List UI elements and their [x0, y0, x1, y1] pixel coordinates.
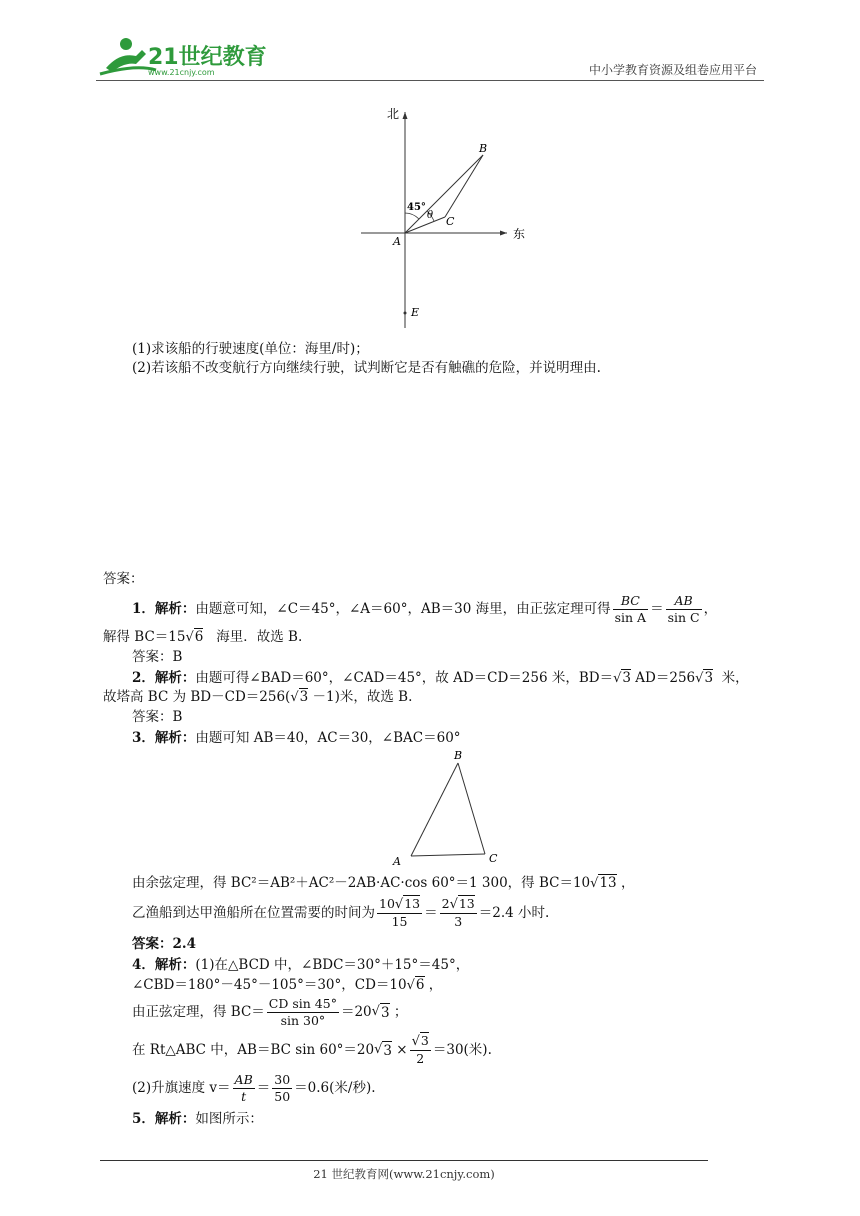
fraction-ab-t: $\frac{AB}{t}$	[234, 1071, 253, 1104]
answer-1-line-1: 1．解析： 由题意可知，∠C＝45°，∠A＝60°，AB＝30 海里，由正弦定理可得 $\frac{BC}{\text{sin A}}$ ＝ $\frac{AB}{\text{sin C}}$ ，	[132, 592, 718, 625]
answer-1-line-2: 解得 BC＝15√6 海里．故选 B.	[103, 629, 303, 645]
site-logo	[96, 34, 266, 78]
fraction-bc-sina: $\frac{BC}{\text{sin A}}$	[614, 592, 647, 625]
fraction-sqrt3-2: $\frac{√3}{2}$	[411, 1033, 429, 1066]
footer-text: 21 世纪教育网(www.21cnjy.com)	[313, 1167, 495, 1181]
answer-1-result: 答案：B	[132, 649, 183, 665]
fraction-cd-sin45: $\frac{\text{CD sin 45°}}{\sin 30^\circ}$	[268, 995, 337, 1028]
label-a: A	[393, 235, 401, 248]
answer-4-line-2: ∠CBD＝180°－45°－105°＝30°，CD＝10√6 ，	[132, 977, 443, 993]
fraction-ab-sinc: $\frac{AB}{\text{sin C}}$	[667, 592, 700, 625]
answer-4-line-1: 4．解析：(1)在△BCD 中，∠BDC＝30°＋15°＝45°，	[132, 957, 470, 973]
label-theta: θ	[427, 210, 434, 221]
answer-3-line-3: 乙渔船到达甲渔船所在位置需要的时间为 $\frac{10√13}{15}$ ＝ $\frac{2√13}{3}$ ＝2.4 小时.	[132, 896, 550, 929]
question-1: (1)求该船的行驶速度(单位：海里/时)；	[132, 341, 369, 357]
answer-5-line-1: 5．解析：如图所示：	[132, 1111, 263, 1127]
question-2: (2)若该船不改变航行方向继续行驶，试判断它是否有触礁的危险，并说明理由.	[132, 360, 601, 376]
figure-triangle-abc	[385, 746, 505, 871]
answer-3-line-1: 3．解析：由题可知 AB＝40，AC＝30，∠BAC＝60°	[132, 730, 461, 746]
fraction-time-1: $\frac{10√13}{15}$	[379, 896, 421, 929]
answer-4-line-3: 由正弦定理，得 BC＝ $\frac{\text{CD sin 45°}}{\sin 30^\circ}$ ＝20 √ 3 ；	[132, 995, 408, 1028]
logo-url: www.21cnjy.com	[148, 68, 215, 77]
label-east: 东	[513, 227, 526, 241]
answer-2-result: 答案：B	[132, 709, 183, 725]
fraction-time-2: $\frac{2√13}{3}$	[441, 896, 475, 929]
answer-4-line-5: (2)升旗速度 v＝ $\frac{AB}{t}$ ＝ $\frac{30}{50}$ ＝0.6(米/秒).	[132, 1071, 376, 1104]
answer-3-result: 答案：2.4	[132, 936, 196, 952]
fraction-30-50: $\frac{30}{50}$	[274, 1071, 291, 1104]
answer-2-line-2: 故塔高 BC 为 BD－CD＝256(√3 －1)米，故选 B.	[103, 689, 413, 705]
header-divider	[96, 80, 764, 81]
label-angle-45: 45°	[407, 202, 426, 213]
footer-divider	[100, 1160, 708, 1161]
answers-title: 答案：	[103, 571, 144, 587]
answer-3-line-2: 由余弦定理，得 BC²＝AB²＋AC²－2AB·AC·cos 60°＝1 300，得 BC＝10√13 ，	[132, 875, 635, 891]
platform-name: 中小学教育资源及组卷应用平台	[588, 63, 757, 77]
label-b: B	[479, 142, 488, 155]
answer-1-label: 1．解析：	[132, 601, 196, 617]
label-e: E	[411, 306, 420, 319]
label-c: C	[446, 215, 455, 228]
label-north: 北	[386, 107, 399, 121]
figure-ship-bearing	[355, 100, 535, 335]
answer-2-line-1: 2．解析：由题可得∠BAD＝60°，∠CAD＝45°，故 AD＝CD＝256 米，BD＝√3 AD＝256√3 米，	[132, 670, 749, 686]
triangle-label-b: B	[454, 749, 463, 762]
answer-4-line-4: 在 Rt△ABC 中，AB＝BC sin 60°＝20 √ 3 × $\frac{√3}{2}$ ＝30(米).	[132, 1033, 492, 1066]
triangle-label-a: A	[393, 855, 401, 868]
triangle-label-c: C	[489, 852, 498, 865]
logo-text: 21世纪教育	[148, 45, 266, 70]
